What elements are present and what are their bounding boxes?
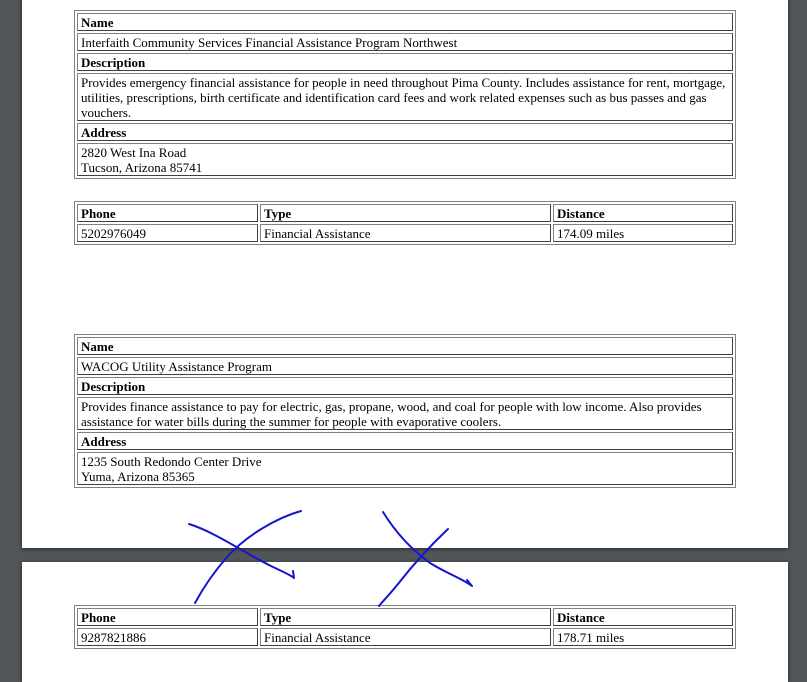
address-label: Address [77,123,733,141]
resource-description: Provides finance assistance to pay for electric, gas, propane, wood, and coal for people with low income. Also provides assistance for water bills during the summer for people with evaporative coolers. [77,397,733,430]
description-label: Description [77,377,733,395]
phone-value: 5202976049 [77,224,258,242]
type-label: Type [260,608,551,626]
ink-cross-mark-1-stroke-b [195,511,301,603]
phone-value: 9287821886 [77,628,258,646]
address-line-1: 2820 West Ina Road [81,145,187,160]
type-label: Type [260,204,551,222]
address-label: Address [77,432,733,450]
resource-name: WACOG Utility Assistance Program [77,357,733,375]
phone-label: Phone [77,204,258,222]
name-label: Name [77,337,733,355]
distance-value: 178.71 miles [553,628,733,646]
distance-label: Distance [553,204,733,222]
distance-value: 174.09 miles [553,224,733,242]
resource-name: Interfaith Community Services Financial Assistance Program Northwest [77,33,733,51]
resource-description: Provides emergency financial assistance for people in need throughout Pima County. Includes assistance for rent, mortgage, utilities, prescriptions, birth certificate and identification card fees and work related expenses such as bus passes and gas vouchers. [77,73,733,121]
description-label: Description [77,53,733,71]
name-label: Name [77,13,733,31]
type-value: Financial Assistance [260,628,551,646]
distance-label: Distance [553,608,733,626]
address-line-2: Yuma, Arizona 85365 [81,469,195,484]
ink-cross-mark-1-stroke-a [189,524,294,578]
type-value: Financial Assistance [260,224,551,242]
address-line-2: Tucson, Arizona 85741 [81,160,203,175]
phone-label: Phone [77,608,258,626]
address-line-1: 1235 South Redondo Center Drive [81,454,262,469]
